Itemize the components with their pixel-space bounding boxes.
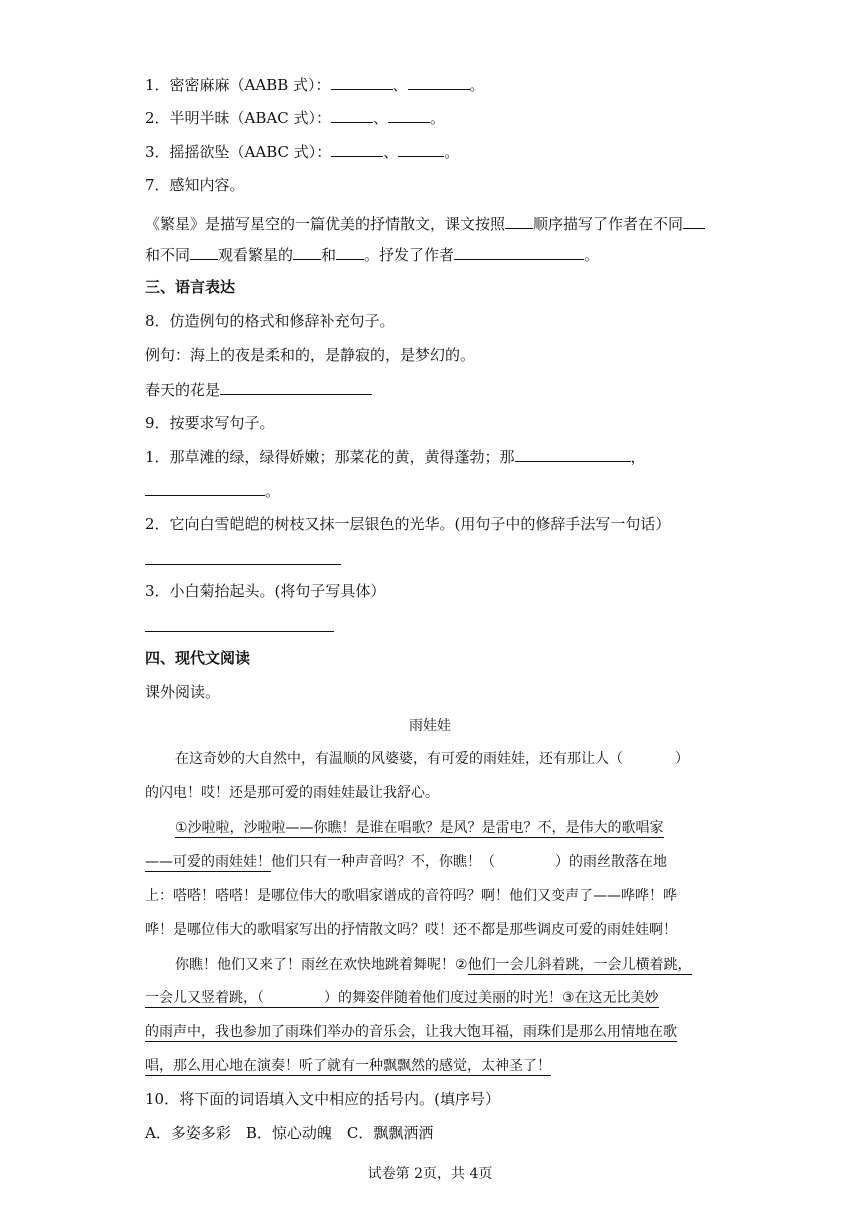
q7-text: 观看繁星的 [218,246,294,264]
answer-blank[interactable] [331,107,373,123]
q9-title: 9．按要求写句子。 [145,414,275,432]
underlined-sentence-2: 他们一会儿斜着跳，一会儿横着跳， [467,957,692,973]
story-p2-line-2 [145,852,667,872]
period: 。 [444,143,460,161]
story-p2-line-3: 上：嗒嗒！嗒嗒！是哪位伟大的歌唱家谱成的音符吗？啊！他们又变声了——哗哗！哗 [145,888,677,904]
answer-blank[interactable] [454,244,584,260]
period: 。 [469,76,485,94]
q7-text: 。抒发了作者 [364,246,455,264]
story-p1-line-2: 的闪电！哎！还是那可爱的雨娃娃最让我舒心。 [145,785,439,801]
period: 。 [265,482,281,500]
story-p2-line-4: 哗！是哪位伟大的歌唱家写出的抒情散文吗？哎！还不都是那些调皮可爱的雨娃娃啊！ [145,922,677,938]
q7-text: 。 [584,246,600,264]
q10-options: A．多姿多彩 B．惊心动魄 C．飘飘洒洒 [145,1124,434,1142]
q9-item-3: 3．小白菊抬起头。(将句子写具体） [145,582,386,600]
answer-line[interactable] [145,631,334,632]
section-3-title: 三、语言表达 [145,278,236,296]
story-text: ）的舞姿伴随着他们度过美丽的时光！ [324,990,562,1006]
q6-item-3-label: 3．摇摇欲坠（AABC 式）： [145,143,332,161]
story-p3-line-2 [145,988,659,1008]
answer-blank[interactable] [331,141,383,157]
period: 。 [430,109,446,127]
q7-text: 和不同 [145,246,191,264]
answer-blank[interactable] [331,74,393,90]
answer-blank[interactable] [190,244,218,260]
answer-blank[interactable] [145,480,265,496]
q7-line-1 [145,213,705,234]
q8-prompt [145,379,372,400]
story-text: 在这奇妙的大自然中，有温顺的风婆婆，有可爱的雨娃娃，还有那让人（ [175,751,623,767]
q7-title: 7．感知内容。 [145,176,245,194]
comma: ， [630,448,646,466]
q7-text: 和 [321,246,337,264]
answer-blank[interactable] [220,379,372,395]
q6-item-2 [145,107,445,128]
q6-item-2-label: 2．半明半昧（ABAC 式）： [145,109,331,127]
answer-blank[interactable] [515,446,631,462]
story-text: ）的雨丝散落在地 [555,854,667,870]
story-text: 他们只有一种声音吗？不，你瞧！（ [271,854,495,870]
underlined-sentence-3: 唱，那么用心地在演奏！听了就有一种飘飘然的感觉，太神圣了！ [145,1058,551,1074]
answer-blank[interactable] [388,107,430,123]
q6-item-1-label: 1．密密麻麻（AABB 式）： [145,76,331,94]
answer-line[interactable] [145,564,341,565]
story-text: ） [675,751,689,767]
underlined-sentence-1: ①沙啦啦，沙啦啦——你瞧！是谁在唱歌？是风？是雷电？不，是伟大的歌唱家 [175,820,664,836]
story-p1-line-1 [175,749,689,769]
q8-example: 例句：海上的夜是柔和的，是静寂的，是梦幻的。 [145,346,476,364]
underlined-sentence-3: ③在这无比美妙 [562,990,659,1006]
q8-prompt-text: 春天的花是 [145,381,221,399]
section-4-subtitle: 课外阅读。 [145,683,221,701]
q10-title: 10．将下面的词语填入文中相应的括号内。(填序号） [145,1090,500,1108]
answer-blank[interactable] [408,74,470,90]
separator: 、 [372,109,388,127]
q8-title: 8．仿造例句的格式和修辞补充句子。 [145,312,395,330]
underlined-sentence-1: ——可爱的雨娃娃！ [145,854,271,870]
q7-text: 顺序描写了作者在不同 [533,215,684,233]
answer-blank[interactable] [683,213,705,229]
q9-item-1 [145,446,646,467]
story-p2-line-1 [175,818,664,838]
q9-item-1-cont [145,480,280,501]
answer-blank[interactable] [293,244,321,260]
story-title: 雨娃娃 [409,718,451,734]
section-4-title: 四、现代文阅读 [145,649,251,667]
q7-text: 《繁星》是描写星空的一篇优美的抒情散文，课文按照 [145,215,506,233]
story-p3-line-1 [175,955,692,975]
q7-line-2 [145,244,599,265]
q6-item-1 [145,74,485,95]
page-footer: 试卷第 2页，共 4页 [367,1166,493,1182]
separator: 、 [392,76,408,94]
q6-item-3 [145,141,459,162]
underlined-sentence-3: 的雨声中，我也参加了雨珠们举办的音乐会，让我大饱耳福，雨珠们是那么用情地在歌 [145,1024,677,1040]
story-p3-line-4 [145,1056,551,1076]
q9-item-2: 2．它向白雪皑皑的树枝又抹一层银色的光华。(用句子中的修辞手法写一句话） [145,515,671,533]
underlined-sentence-2 [145,990,562,1008]
answer-blank[interactable] [336,244,364,260]
answer-blank[interactable] [398,141,444,157]
story-text: 一会儿又竖着跳，（ [145,990,264,1006]
separator: 、 [383,143,399,161]
story-p3-line-3 [145,1022,677,1042]
answer-blank[interactable] [505,213,533,229]
q9-item-1-text: 1．那草滩的绿，绿得娇嫩；那菜花的黄，黄得蓬勃；那 [145,448,515,466]
story-text: 你瞧！他们又来了！雨丝在欢快地跳着舞呢！② [175,957,468,973]
